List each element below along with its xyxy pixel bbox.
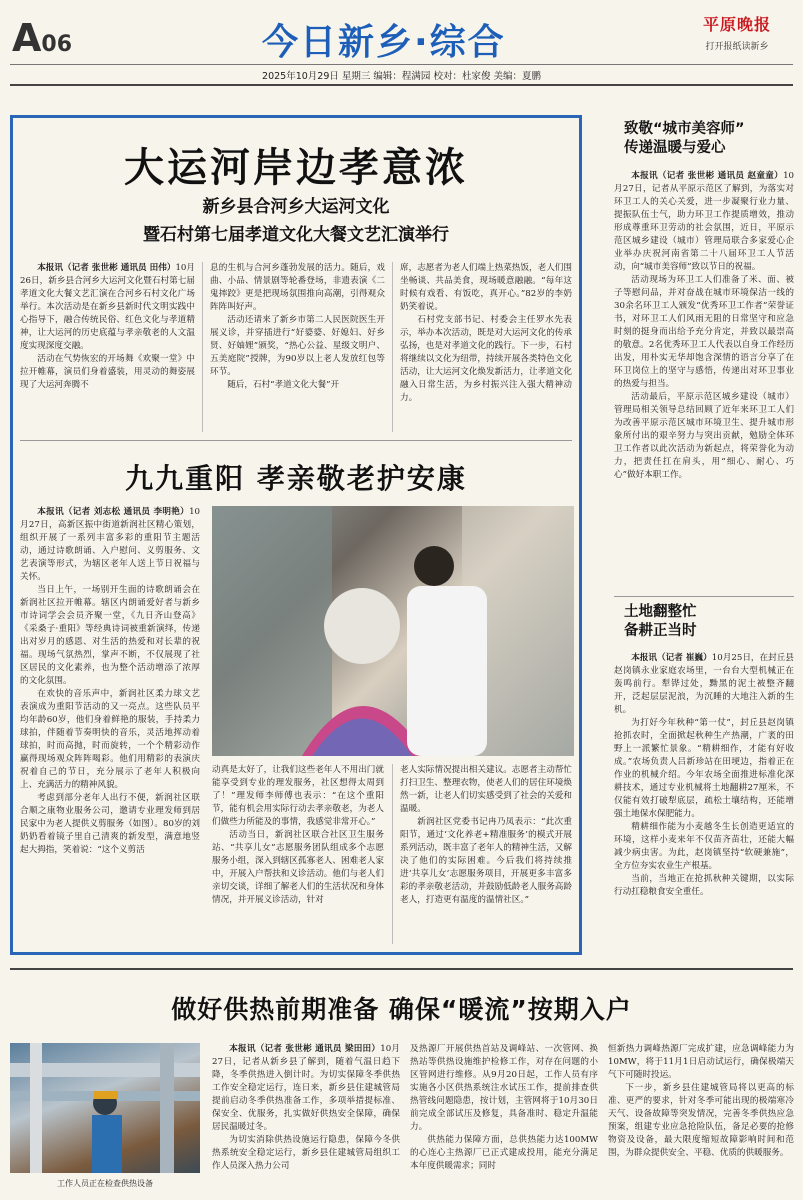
- feature-col-2: [210, 262, 385, 432]
- haircut-photo: [212, 506, 574, 756]
- right2-text4: 当前，当地正在抢抓秋种关键期，以实际行动扛稳粮食安全重任。: [614, 874, 794, 897]
- article3-text6: 下一步，新乡县住建城管局将以更高的标准、更严的要求，针对冬季可能出现的极端寒冷天气、设备故障等突发情况，完善冬季供热应急预案，组建专业应急抢险队伍，备足必要的抢修物资及设备，最大限度缩短故障影响时间和范围，为群众提供安全、平稳、优质的供暖服务。: [608, 1083, 794, 1158]
- feature-col-1: [20, 262, 195, 432]
- right-divider: [614, 596, 794, 597]
- article2-col-1: [20, 506, 200, 946]
- article2-text3: 在欢快的音乐声中，新润社区柔力球文艺表演成为重阳节活动的又一亮点。这些队员平均年龄60岁，他们身着鲜艳的服装，手持柔力球拍，伴随着节奏明快的音乐，灵活地挥动着球拍，时而高抛，时而旋转，一个个精彩动作赢得现场观众阵阵喝彩。他们用精彩的表演庆祝着自己的节日，充分展示了老年人积极向上、充满活力的精神风貌。: [20, 689, 200, 790]
- right1-text1: 10月27日，记者从平原示范区了解到，为落实对环卫工人的关心关爱，进一步凝聚行业力量、提振队伍士气，助力环卫工作提质增效，推动形成尊重环卫劳动的社会氛围，近日，平原示范区城乡建设（城市）管理局联合多家爱心企业举办庆祝河南省第二十八届环卫工人节活动，向“城市美容师”致以节日的祝福。: [614, 171, 794, 272]
- photo-caption: 工作人员正在检查供热设备: [57, 1179, 153, 1188]
- right2-title-line1: 土地翻整忙: [624, 604, 697, 620]
- newspaper-logo: [682, 12, 792, 60]
- article3-text5: 恒新热力调峰热源厂完成扩建，应急调峰能力为10MW，将于11月1日启动试运行，确保极端天气下可随时投运。: [608, 1044, 794, 1080]
- section-divider: [20, 440, 572, 441]
- header-rule: [10, 64, 793, 65]
- article2-text5: 动真是太好了，让我们这些老年人不用出门就能享受到专业的理发服务，社区想得太周到了！”理发师李师傅也表示：“在这个重阳节，能有机会用实际行动去孝亲敬老，为老人们做些力所能及的事情，我感觉非常开心。”: [212, 765, 384, 827]
- right2-text2: 为打好今年秋种“第一仗”，封丘县赵岗镇抢抓农时，全面掀起秋种生产热潮，广袤的田野上一派繁忙景象。“精耕细作，才能有好收成。”农场负责人吕新珍站在田埂边，指着正在作业的机械介绍。今年农场全面推进标准化深耕技术，通过专业机械将土地翻耕27厘米，不仅能有效打破犁底层，疏松土壤结构，还能增强土地保水保肥能力。: [614, 718, 794, 819]
- column-rule: [392, 764, 393, 944]
- article2-text1: 10月27日，高新区振中街道新润社区精心策划，组织开展了一系列丰富多彩的重阳节主题活动，通过诗歌朗诵、入户慰问、义剪服务、文艺表演等形式，为辖区老年人送上节日祝福与关怀。: [20, 507, 200, 582]
- article2-text4: 考虑到部分老年人出行不便，新润社区联合顺之康物业服务公司，邀请专业理发师到居民家中为老人提供义剪服务（如图）。80岁的刘奶奶看着镜子里自己清爽的新发型，满意地竖起大拇指，笑着说：“这个义剪活: [20, 793, 200, 855]
- feature-col3-text: 席，志愿者为老人们端上热菜热饭，老人们围坐畅谈、共品美食，现场暖意融融。“每年这时候有戏看、有饭吃，真开心。”82岁的李奶奶笑着说。: [400, 263, 572, 312]
- dateline: 2025年10月29日 星期三 编辑：程满园 校对：杜家俊 美编：夏鹏: [262, 71, 541, 82]
- article3-text4: 供热能力保障方面，总供热能力达100MW的心连心主热源厂已正式建成投用，能充分满足本年度供暖需求；同时: [410, 1135, 598, 1171]
- right2-title-line2: 备耕正当时: [624, 623, 697, 639]
- feature-col2-text: 息的生机与合河乡蓬勃发展的活力。随后，戏曲、小品、情景剧等轮番登场，非遗表演《二鬼摔跤》更是把现场氛围推向高潮，引得观众阵阵叫好声。: [210, 263, 385, 312]
- right2-text3: 精耕细作能为小麦越冬生长创造更适宜的环境，这样小麦来年不仅苗齐苗壮，还能大幅减少病虫害。为此，赵岗镇坚持“软硬兼施”，全方位夯实农业生产根基。: [614, 822, 794, 871]
- feature-col3-text2: 石村党支部书记、村委会主任罗水先表示，举办本次活动，既是对大运河文化的传承弘扬，也是对孝道文化的践行。下一步，石村将继续以文化为纽带，持续开展各类特色文化活动，让大运河文化焕发新活力，让孝道文化融入日常生活，为乡村振兴注入强大精神动力。: [400, 315, 572, 403]
- article3-text1: 10月27日，记者从新乡县了解到，随着气温日趋下降，冬季供热进入倒计时。为切实保障冬季供热工作安全稳定运行，连日来，新乡县住建城管局提前启动冬季供热准备工作，多项举措提标准、保安全、优服务，扎实做好供热安全保障，确保居民温暖过冬。: [212, 1044, 400, 1132]
- article3-title: 做好供热前期准备 确保“暖流”按期入户: [171, 995, 632, 1024]
- right1-text2: 活动现场为环卫工人们准备了米、面、被子等慰问品，并对奋战在城市环境保洁一线的30余名环卫工人颁发“优秀环卫工作者”荣誉证书，对环卫工人们风雨无阻的日常坚守和应急时刻的挺身而出给予充分肯定，并致以最崇高的敬意。2名优秀环卫工人代表以自身工作经历出发，用朴实无华却饱含深情的语言分享了在环卫岗位上的坚守与感悟，传递出对环卫事业的热爱与担当。: [614, 275, 794, 389]
- feature-lead: 本报讯（记者 张世彬 通讯员 田伟）: [37, 263, 176, 273]
- article3-col-2: [410, 1043, 598, 1193]
- right1-lead: 本报讯（记者 张世彬 通讯员 赵童童）: [631, 171, 784, 181]
- article2-text7: 老人实际情况提出相关建议。志愿者主动帮忙打扫卫生、整理衣物，使老人们的居住环境焕然一新，让老人们切实感受到了社会的关爱和温暖。: [400, 765, 572, 814]
- article2-title: 九九重阳 孝亲敬老护安康: [125, 462, 467, 495]
- feature-col-3: [400, 262, 572, 432]
- feature-title: 大运河岸边孝意浓: [124, 145, 468, 191]
- column-rule: [202, 262, 203, 432]
- right1-title-line2: 传递温暖与爱心: [624, 140, 726, 156]
- feature-col2-text3: 随后，石村“孝道文化大餐”开: [227, 380, 340, 390]
- article2-text6: 活动当日，新润社区联合社区卫生服务站、“共享儿女”志愿服务团队组成多个志愿服务小组，深入到辖区孤寡老人、困难老人家中，开展入户帮扶和义诊活动。他们与老人们亲切交谈，详细了解老人们的生活状况和身体情况，并开展义诊活动，针对: [212, 830, 384, 905]
- article2-lead: 本报讯（记者 刘志松 通讯员 李明艳）: [37, 507, 190, 517]
- right1-body: [614, 170, 794, 590]
- feature-col2-text2: 活动还请来了新乡市第二人民医院医生开展义诊，并穿插进行“好婆婆、好媳妇、好乡贤、好妯娌”颁奖，“热心公益、星级文明户、五美庭院”授牌，为90岁以上老人发放红包等环节。: [210, 315, 385, 377]
- right1-text3: 活动最后，平原示范区城乡建设（城市）管理局相关领导总结回顾了近年来环卫工人们为改善平原示范区城市环境卫生、提升城市形象所付出的艰辛努力与突出贡献，勉励全体环卫工作者以此次活动为新起点，将荣誉化为动力，把责任扛在肩头，用“细心、耐心、巧心”做好本职工作。: [614, 392, 794, 480]
- article3-lead: 本报讯（记者 张世彬 通讯员 梁田田）: [229, 1044, 381, 1054]
- dateline-rule: [10, 84, 793, 86]
- article2-col-2: [212, 764, 384, 944]
- article3-text3: 及热源厂开展供热首站及调峰站、一次管网、换热站等供热设施维护检修工作，对存在问题的小区管网进行维修。从9月20日起，工作人员有序实施各小区供热系统注水试压工作，提前排查供热管线问题隐患，按计划，主管网将于10月30日前完成全部试压及修复，具备准时、稳定升温能力。: [410, 1044, 598, 1132]
- feature-subtitle-2: 暨石村第七届孝道文化大餐文艺汇演举行: [143, 225, 449, 245]
- article2-text8: 新润社区党委书记冉乃凤表示：“此次重阳节，通过‘文化养老+精准服务’的模式开展系列活动，既丰富了老年人的精神生活，又解决了他们的实际困难。今后我们将持续推进‘共享儿女’志愿服务项目，开展更多丰富多彩的孝亲敬老活动，并鼓励低龄老人服务高龄老人，打造更有温度的温情社区。”: [400, 817, 572, 905]
- right2-body: [614, 652, 794, 952]
- right2-text1: 10月25日，在封丘县赵岗镇永业家庭农场里，一台台大型机械正在轰鸣前行。犁铧过处，黝黑的泥土被整齐翻开，泛起层层泥浪，为沉睡的大地注入新的生机。: [614, 653, 794, 715]
- article3-text2: 为切实消除供热设施运行隐患，保障今冬供热系统安全稳定运行，新乡县住建城管局组织工作人员深入热力公司: [212, 1135, 400, 1171]
- article2-text2: 当日上午，一场别开生面的诗歌朗诵会在新润社区拉开帷幕。辖区内朗诵爱好者与新乡市诗词学会会员齐聚一堂，《九日齐山登高》《采桑子·重阳》等经典诗词被重新演绎，传递出对岁月的感恩、对生活的热爱和对长辈的祝福。现场气氛热烈，掌声不断，不仅展现了社区居民的文化素养，也为整个活动增添了浓厚的文化氛围。: [20, 585, 200, 686]
- page-number: A06: [12, 16, 73, 60]
- right1-title: [624, 120, 794, 158]
- article2-col-3: [400, 764, 572, 944]
- section-title: 今日新乡·综合: [262, 22, 506, 63]
- feature-subtitle-1: 新乡县合河乡大运河文化: [202, 197, 390, 217]
- logo-slogan: 打开报纸读新乡: [705, 42, 769, 52]
- right2-title: [624, 603, 794, 641]
- article3-col-3: [608, 1043, 794, 1193]
- logo-name: 平原晚报: [702, 15, 771, 34]
- article3-col-1: [212, 1043, 400, 1193]
- heating-photo: [10, 1043, 200, 1173]
- feature-col1-text: 10月26日，新乡县合河乡大运河文化暨石村第七届孝道文化大餐文艺汇演在合河乡石村文化广场举行。本次活动是在新乡县新时代文明实践中心指导下，融合传统民俗、红色文化与孝道精神，让大运河的历史底蕴与孝亲敬老的人文温度实现深度交融。: [20, 263, 195, 351]
- right1-title-line1: 致敬“城市美容师”: [624, 121, 745, 137]
- right2-lead: 本报讯（记者 崔巍）: [631, 653, 712, 663]
- column-rule: [392, 262, 393, 432]
- bottom-rule: [10, 968, 793, 970]
- feature-col1-text2: 活动在气势恢宏的开场舞《欢聚一堂》中拉开帷幕，演员们身着盛装，用灵动的舞姿展现了大运河奔腾不: [20, 354, 195, 390]
